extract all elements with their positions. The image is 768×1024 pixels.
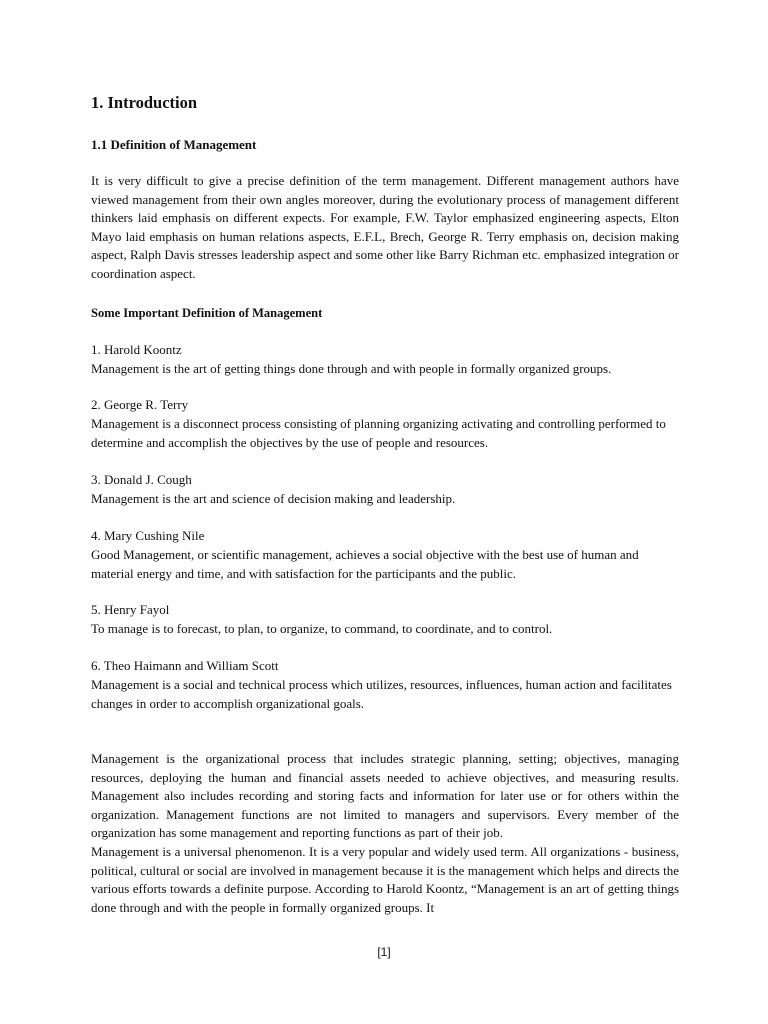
definition-author: 2. George R. Terry [91, 397, 189, 412]
definition-item [91, 340, 679, 378]
definition-text: Management is the art and science of decision making and leadership. [91, 491, 456, 506]
definition-text: Good Management, or scientific management, achieves a social objective with the best use of human and material energy and time, and with satisfaction for the participants and the public. [91, 547, 639, 581]
subsection-heading: 1.1 Definition of Management [91, 137, 257, 152]
body-paragraph: Management is a universal phenomenon. It is a very popular and widely used term. All organizations - business, political, cultural or social are involved in management because it is the management which helps and directs the various efforts towards a definite purpose. According to Harold Koontz, “Management is an art of getting things done through and with the people in formally organized groups. It [91, 844, 679, 915]
definition-text: Management is a social and technical process which utilizes, resources, influences, human action and facilitates changes in order to accomplish organizational goals. [91, 677, 672, 711]
definition-text: Management is a disconnect process consisting of planning organizing activating and controlling performed to determine and accomplish the objectives by the use of people and resources. [91, 416, 666, 450]
section-heading: 1. Introduction [91, 93, 198, 112]
definition-author: 5. Henry Fayol [91, 602, 170, 617]
definitions-heading: Some Important Definition of Management [91, 306, 323, 320]
body-paragraph: Management is the organizational process that includes strategic planning, setting; objectives, managing resources, deploying the human and financial assets needed to achieve objectives, and measuring results. Management also includes recording and storing facts and information for later use or for others within the organization. Management functions are not limited to managers and supervisors. Every member of the organization has some management and reporting functions as part of their job. [91, 751, 679, 841]
page-number: [1] [377, 945, 391, 959]
definition-author: 3. Donald J. Cough [91, 472, 192, 487]
definition-item [91, 395, 679, 452]
definition-item [91, 600, 679, 638]
definition-item [91, 656, 679, 713]
intro-paragraph: It is very difficult to give a precise definition of the term management. Different management authors have viewed management from their own angles moreover, during the evolutionary process of management different thinkers laid emphasis on different expects. For example, F.W. Taylor emphasized engineering aspects, Elton Mayo laid emphasis on human relations aspects, E.F.L, Brech, George R. Terry emphasis on, decision making aspect, Ralph Davis stresses leadership aspect and some other like Barry Richman etc. emphasized integration or coordination aspect. [91, 173, 679, 281]
definition-author: 4. Mary Cushing Nile [91, 528, 205, 543]
definition-item [91, 526, 679, 583]
definition-text: To manage is to forecast, to plan, to organize, to command, to coordinate, and to control. [91, 621, 553, 636]
definition-author: 6. Theo Haimann and William Scott [91, 658, 279, 673]
document-page [91, 92, 679, 915]
definition-text: Management is the art of getting things done through and with people in formally organized groups. [91, 361, 612, 376]
definition-author: 1. Harold Koontz [91, 342, 182, 357]
definition-item [91, 470, 679, 508]
